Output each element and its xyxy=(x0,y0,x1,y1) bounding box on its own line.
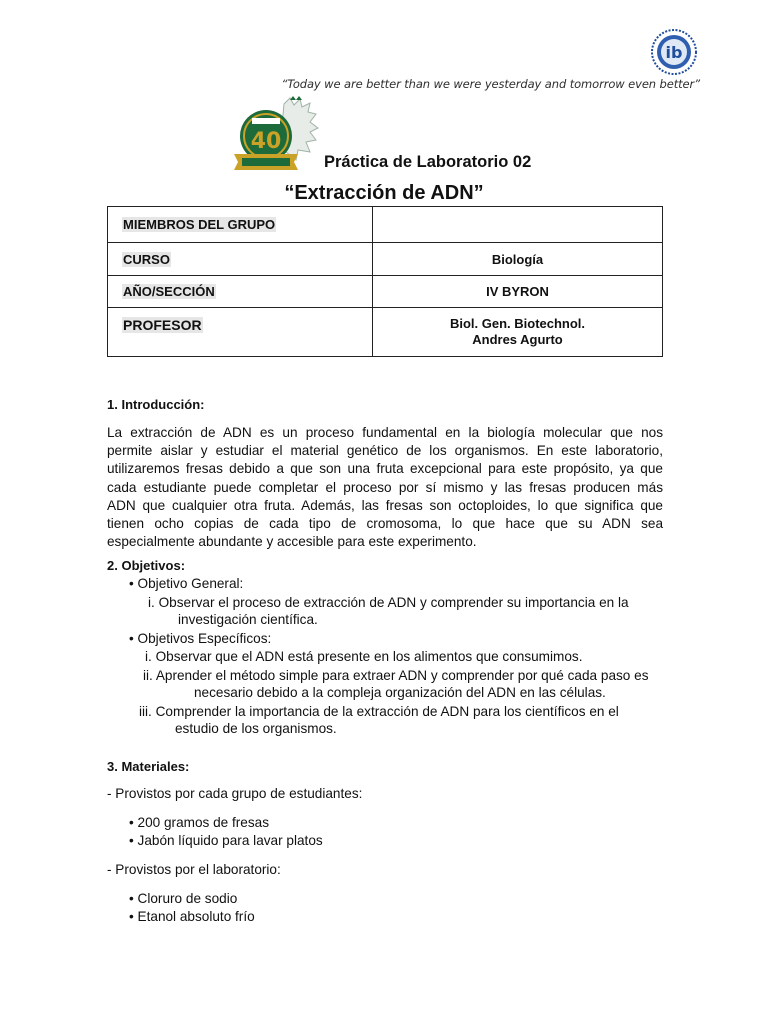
list-item: • Etanol absoluto frío xyxy=(129,909,255,924)
intro-line: especialmente abundante y accesible para este experimento. xyxy=(107,534,477,550)
list-item: • Jabón líquido para lavar platos xyxy=(129,833,323,848)
intro-line: La extracción de ADN es un proceso fundamental en la biología molecular que nos xyxy=(107,425,663,440)
professor-name: Andres Agurto xyxy=(472,332,563,347)
lab-materials-label: - Provistos por el laboratorio: xyxy=(107,862,281,877)
specific-objectives-label: • Objetivos Específicos: xyxy=(129,631,272,646)
table-row xyxy=(108,243,663,276)
year-section-value: IV BYRON xyxy=(373,276,663,308)
general-objective-item-cont: investigación científica. xyxy=(178,612,318,627)
professor-value xyxy=(373,308,663,357)
intro-paragraph xyxy=(107,424,663,551)
list-item: • 200 gramos de fresas xyxy=(129,815,270,830)
table-row xyxy=(108,308,663,357)
objectives-heading: 2. Objetivos: xyxy=(107,558,186,573)
list-item: • Cloruro de sodio xyxy=(129,891,238,906)
specific-objective-item: iii. Comprender la importancia de la extracción de ADN para los científicos en el xyxy=(139,704,619,719)
experiment-title: “Extracción de ADN” xyxy=(284,182,484,204)
table-row xyxy=(108,276,663,308)
intro-line: ADN que cualquier otra fruta. Además, las fresas son octoploides, lo que significa que xyxy=(107,497,663,513)
table-label-cell xyxy=(108,308,373,357)
table-row xyxy=(108,207,663,243)
professor-title: Biol. Gen. Biotechnol. xyxy=(449,316,586,331)
general-objective-item: i. Observar el proceso de extracción de ADN y comprender su importancia en la xyxy=(148,595,629,610)
specific-objective-item-cont: necesario debido a la compleja organización del ADN en las células. xyxy=(194,685,606,700)
table-label-cell xyxy=(108,276,373,308)
intro-line: permite aislar y estudiar el material genético de los organismos. En este laboratorio, xyxy=(107,443,663,459)
intro-line: cada estudiante puede completar el proceso por sí mismo y las fresas producen más xyxy=(107,479,663,495)
table-label-cell xyxy=(108,243,373,276)
members-value-field[interactable] xyxy=(373,207,663,243)
table-label-cell xyxy=(108,207,373,243)
course-label: CURSO xyxy=(123,251,170,267)
practice-title: Práctica de Laboratorio 02 xyxy=(324,153,532,171)
ib-logo xyxy=(650,28,698,76)
members-label: MIEMBROS DEL GRUPO xyxy=(123,217,276,232)
svg-text:ib: ib xyxy=(665,43,683,62)
school-motto: “Today we are better than we were yesterday and tomorrow even better” xyxy=(281,77,700,91)
year-section-label: AÑO/SECCIÓN xyxy=(123,284,215,299)
svg-text:40: 40 xyxy=(250,129,282,154)
specific-objective-item-cont: estudio de los organismos. xyxy=(175,721,337,736)
intro-line: utilizaremos fresas debido a que son una fruta excepcional para este propósito, ya que xyxy=(107,461,663,477)
course-value: Biología xyxy=(373,243,663,276)
intro-line: tienen ocho copias de cada tipo de cromosoma, lo que hace que su ADN sea xyxy=(107,516,663,532)
specific-objective-item: i. Observar que el ADN está presente en los alimentos que consumimos. xyxy=(145,649,583,664)
intro-heading: 1. Introducción: xyxy=(107,397,205,412)
group-info-table xyxy=(107,206,663,357)
group-materials-label: - Provistos por cada grupo de estudiantes: xyxy=(107,786,363,801)
materials-heading: 3. Materiales: xyxy=(107,759,190,774)
school-anniversary-logo xyxy=(232,96,324,176)
professor-label: PROFESOR xyxy=(123,317,202,333)
general-objective-label: • Objetivo General: xyxy=(129,576,244,591)
specific-objective-item: ii. Aprender el método simple para extraer ADN y comprender por qué cada paso es xyxy=(143,668,649,683)
